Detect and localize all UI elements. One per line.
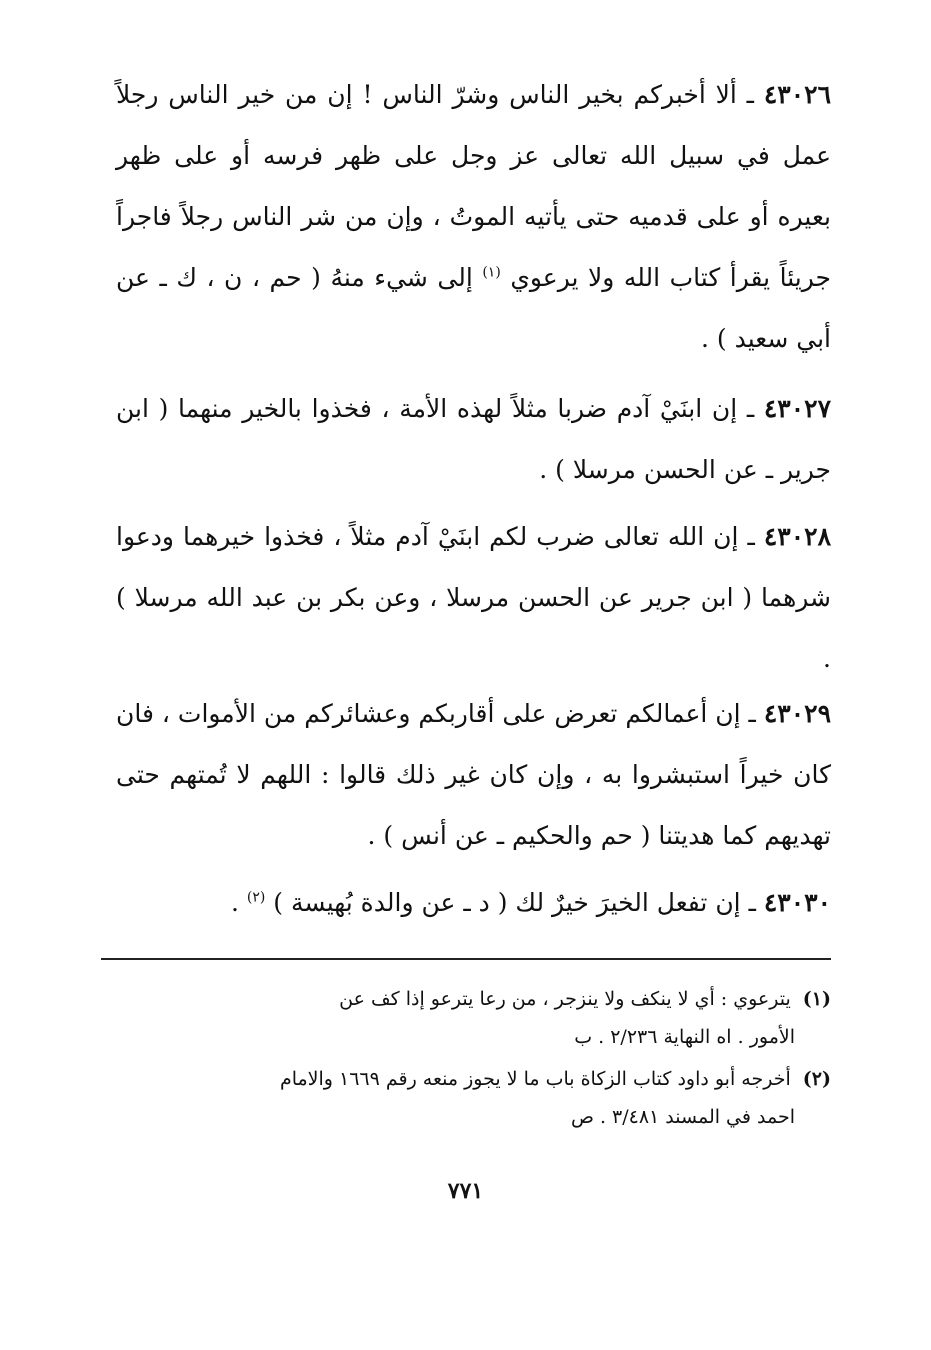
hadith-number: ٤٣٠٢٧: [763, 394, 831, 423]
footnote-ref: (٢): [246, 889, 266, 906]
hadith-text: ـ إن الله تعالى ضرب لكم ابنَيْ آدم مثلاً ، فخذوا خيرهما ودعوا شرهما ( ابن جرير عن الحسن مرسلا ، وعن بكر بن عبد الله مرسلا ) .: [116, 522, 831, 673]
hadith-text: ـ إن تفعل الخيرَ خيرٌ لك ( د ـ عن والدة بُهيسة ): [273, 888, 756, 917]
footnote-text: يترعوي : أي لا ينكف ولا ينزجر ، من رعا يترعو إذا كف عن: [339, 988, 791, 1010]
footnote-separator: [101, 958, 831, 960]
hadith-43029: [116, 683, 831, 866]
hadith-text-continued: إلى شيء منهُ ( حم ، ن ، ك ـ عن أبي سعيد ) .: [116, 263, 831, 353]
footnote-text: أخرجه أبو داود كتاب الزكاة باب ما لا يجوز منعه رقم ١٦٦٩ والامام: [279, 1068, 791, 1090]
hadith-43026: [116, 64, 831, 369]
hadith-43028: [116, 506, 831, 689]
footnote-text-continued: الأمور . اه النهاية ٢/٢٣٦ . ب: [574, 1026, 795, 1048]
hadith-number: ٤٣٠٢٦: [763, 80, 831, 109]
footnote-marker: (٢): [802, 1068, 831, 1090]
hadith-number: ٤٣٠٣٠: [763, 888, 831, 917]
footnote-marker: (١): [802, 988, 831, 1010]
hadith-text: ـ إن أعمالكم تعرض على أقاربكم وعشائركم من الأموات ، فان كان خيراً استبشروا به ، وإن كان غير ذلك قالوا : اللهم لا تُمتهم حتى تهديهم كما هديتنا ( حم والحكيم ـ عن أنس ) .: [116, 699, 831, 850]
footnote-2: [101, 1060, 831, 1136]
footnote-1: [101, 980, 831, 1056]
hadith-43030: [116, 872, 831, 933]
hadith-text-continued: .: [230, 888, 239, 917]
hadith-number: ٤٣٠٢٨: [763, 522, 832, 551]
footnotes: [101, 980, 831, 1140]
hadith-43027: [116, 378, 831, 500]
footnote-text-continued: احمد في المسند ٣/٤٨١ . ص: [570, 1106, 795, 1128]
footnote-ref: (١): [482, 264, 501, 281]
hadith-text: ـ ألا أخبركم بخير الناس وشرّ الناس ! إن من خير الناس رجلاً عمل في سبيل الله تعالى عز وجل على ظهر فرسه أو على ظهر بعيره أو على قدميه حتى يأتيه الموتُ ، وإن من شر الناس رجلاً فاجراً جريئاً يقرأ كتاب الله ولا يرعوي: [116, 80, 831, 292]
hadith-text: ـ إن ابنَيْ آدم ضربا مثلاً لهذه الأمة ، فخذوا بالخير منهما ( ابن جرير ـ عن الحسن مرسلا ) .: [116, 394, 831, 484]
hadith-number: ٤٣٠٢٩: [763, 699, 831, 728]
page-number: ٧٧١: [447, 1178, 484, 1204]
